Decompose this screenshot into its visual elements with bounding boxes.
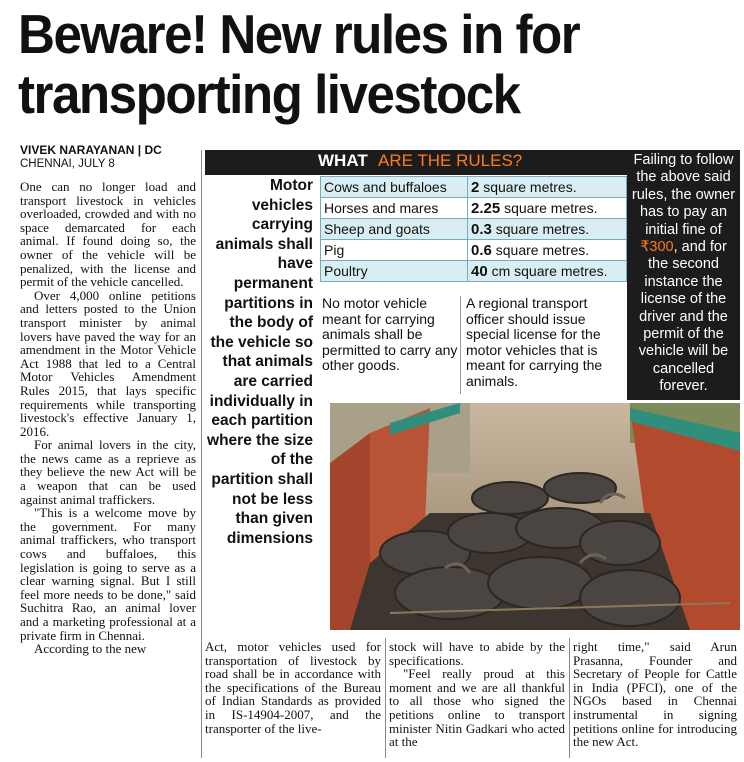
animal-name: Cows and buffaloes [321, 177, 468, 198]
rules-row [321, 198, 627, 219]
paragraph: right time," said Arun Prasanna, Founder and Secretary of People for Cattle in India (PFCI), one of the NGOs based in Chennai instrumental in signing petitions online for introducing the new Act. [573, 639, 737, 750]
rules-row [321, 219, 627, 240]
penalty-box [627, 150, 740, 400]
headline-line-2: transporting livestock [18, 63, 520, 125]
penalty-text-2: , and for the second instance the license of the driver and the permit of the vehicle will be cancelled forever. [638, 239, 729, 395]
note-divider [460, 296, 461, 394]
paragraph: Act, motor vehicles used for transportation of livestock by road shall be in accordance with the specifications of the Bureau of Indian Standards as provided in IS-14904-2007, and the transporter of the live- [205, 639, 381, 736]
space-requirement [468, 198, 627, 219]
paragraph: "This is a welcome move by the government. For many animal traffickers, who transport cows and buffaloes, this legislation is going to serve as a clear warning signal. But I still feel more needs to be done," said Suchitra Rao, an animal lover and a marketing professional at a private firm in Chennai. [20, 505, 196, 643]
paragraph: According to the new [34, 641, 147, 657]
rules-row [321, 261, 627, 282]
column-divider [201, 638, 202, 758]
space-unit: square metres. [495, 220, 590, 237]
headline-line-1: Beware! New rules in for [18, 3, 580, 65]
space-requirement [468, 240, 627, 261]
dateline: CHENNAI, JULY 8 [20, 158, 115, 170]
rules-row [321, 240, 627, 261]
rules-row [321, 177, 627, 198]
headline [18, 4, 688, 124]
paragraph: "Feel really proud at this moment and we are all thankful to all those who signed the petitions online to transport minister Nitin Gadkari who acted at the [389, 666, 565, 750]
space-requirement [468, 261, 627, 282]
space-unit: cm square metres. [491, 262, 608, 279]
space-unit: square metres. [483, 178, 577, 195]
paragraph: One can no longer load and transport livestock in vehicles overloaded, crowded and with no space demarcated for each animal. If found doing so, the owner of the vehicle will be penalized, with the license and permit of the vehicle cancelled. [20, 179, 196, 290]
paragraph: For animal lovers in the city, the news came as a reprieve as they believe the new Act will be a weapon that can be used against animal traffickers. [20, 437, 196, 507]
what-label: WHAT [318, 151, 368, 170]
column-divider [385, 638, 386, 758]
article-body-col-2 [205, 640, 381, 735]
space-requirement [468, 177, 627, 198]
column-divider [569, 638, 570, 758]
space-unit: square metres. [504, 199, 598, 216]
column-divider [201, 150, 202, 638]
article-body-left [20, 180, 196, 656]
photo-buffaloes-in-truck [330, 403, 740, 630]
space-value: 0.3 [471, 220, 492, 238]
animal-name: Horses and mares [321, 198, 468, 219]
article-body-col-3 [389, 640, 565, 749]
rules-table [320, 176, 627, 282]
animal-name: Poultry [321, 261, 468, 282]
rules-label: ARE THE RULES? [378, 151, 523, 170]
article-body-col-4 [573, 640, 737, 749]
penalty-amount: ₹300 [640, 239, 674, 256]
space-value: 2 [471, 178, 480, 196]
space-value: 40 [471, 262, 488, 280]
animal-name: Sheep and goats [321, 219, 468, 240]
space-requirement [468, 219, 627, 240]
byline: VIVEK NARAYANAN | DC [20, 143, 162, 157]
penalty-text-1: Failing to follow the above said rules, the owner has to pay an initial fine of [631, 152, 736, 238]
space-value: 0.6 [471, 241, 492, 259]
paragraph: Over 4,000 online petitions and letters posted to the Union transport minister by animal lovers have paved the way for an amendment in the Motor Vehicle Act 1988 that led to a Central Motor Vehicles Amendment Rules 2015, that lays specific requirements while transporting livestock's effective January 1, 2016. [20, 287, 196, 439]
paragraph: stock will have to abide by the specifications. [389, 639, 565, 668]
note-special-license: A regional transport officer should issue special license for the motor vehicles that is meant for carrying the animals. [466, 295, 603, 389]
space-value: 2.25 [471, 199, 501, 217]
pull-quote: Motor vehicles carrying animals shall have permanent partitions in the body of the vehicle so that animals are carried individually in each partition where the size of the partition shall not be less than given dimensions [207, 177, 313, 547]
animal-name: Pig [321, 240, 468, 261]
space-unit: square metres. [495, 241, 590, 258]
note-no-other-goods: No motor vehicle meant for carrying animals shall be permitted to carry any other goods. [322, 295, 458, 373]
